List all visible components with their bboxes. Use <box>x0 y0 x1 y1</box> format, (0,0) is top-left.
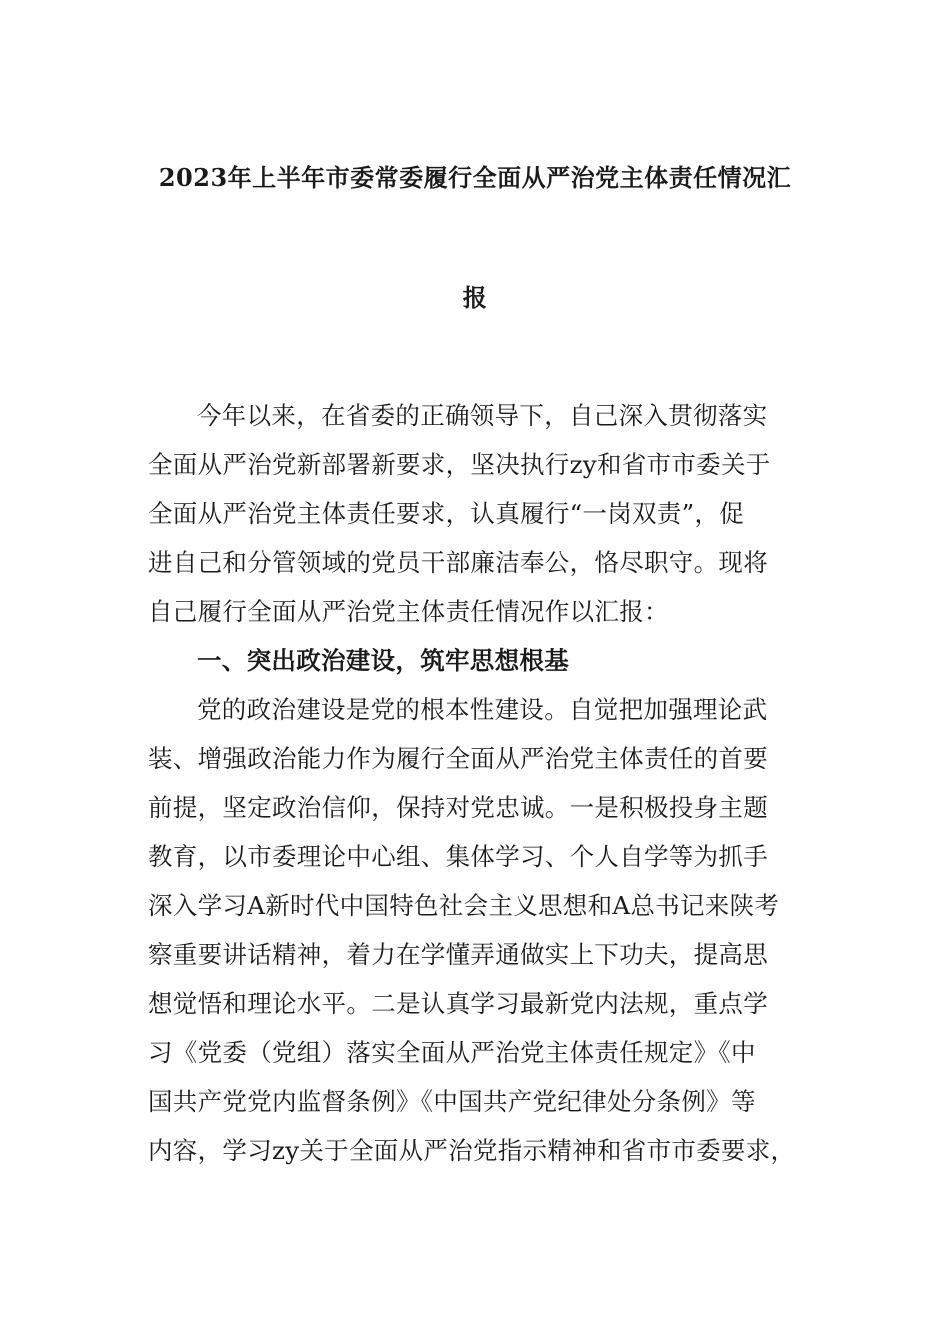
document-title-line-2: 报 <box>462 283 488 312</box>
paragraph-section1-line: 装、增强政治能力作为履行全面从严治党主体责任的首要 <box>148 744 768 773</box>
paragraph-section1-line: 想觉悟和理论水平。二是认真学习最新党内法规，重点学 <box>148 989 768 1018</box>
paragraph-intro-line: 全面从严治党新部署新要求，坚决执行zy和省市市委关于 <box>148 450 771 479</box>
paragraph-section1-line: 党的政治建设是党的根本性建设。自觉把加强理论武 <box>197 695 768 724</box>
document-title-line-1: 2023年上半年市委常委履行全面从严治党主体责任情况汇 <box>158 163 792 192</box>
paragraph-section1-line: 前提，坚定政治信仰，保持对党忠诚。一是积极投身主题 <box>148 793 768 822</box>
paragraph-intro-line: 今年以来，在省委的正确领导下，自己深入贯彻落实 <box>197 401 768 430</box>
paragraph-section1-line: 深入学习A新时代中国特色社会主义思想和A总书记来陕考 <box>148 891 780 920</box>
paragraph-intro-line: 自己履行全面从严治党主体责任情况作以汇报： <box>148 597 669 626</box>
document-body <box>148 396 808 1180</box>
paragraph-section1-line: 内容，学习zy关于全面从严治党指示精神和省市市委要求， <box>148 1136 796 1165</box>
paragraph-intro-line: 全面从严治党主体责任要求，认真履行“一岗双责”，促 <box>148 499 745 528</box>
paragraph-section1-line: 习《党委（党组）落实全面从严治党主体责任规定》《中 <box>148 1038 756 1067</box>
section-heading-1: 一、突出政治建设，筑牢思想根基 <box>197 646 569 675</box>
paragraph-section1-line: 教育，以市委理论中心组、集体学习、个人自学等为抓手 <box>148 842 768 871</box>
paragraph-section1-line: 国共产党党内监督条例》《中国共产党纪律处分条例》等 <box>148 1087 756 1116</box>
paragraph-intro-line: 进自己和分管领域的党员干部廉洁奉公，恪尽职守。现将 <box>148 548 768 577</box>
paragraph-section1-line: 察重要讲话精神，着力在学懂弄通做实上下功夫，提高思 <box>148 940 768 969</box>
